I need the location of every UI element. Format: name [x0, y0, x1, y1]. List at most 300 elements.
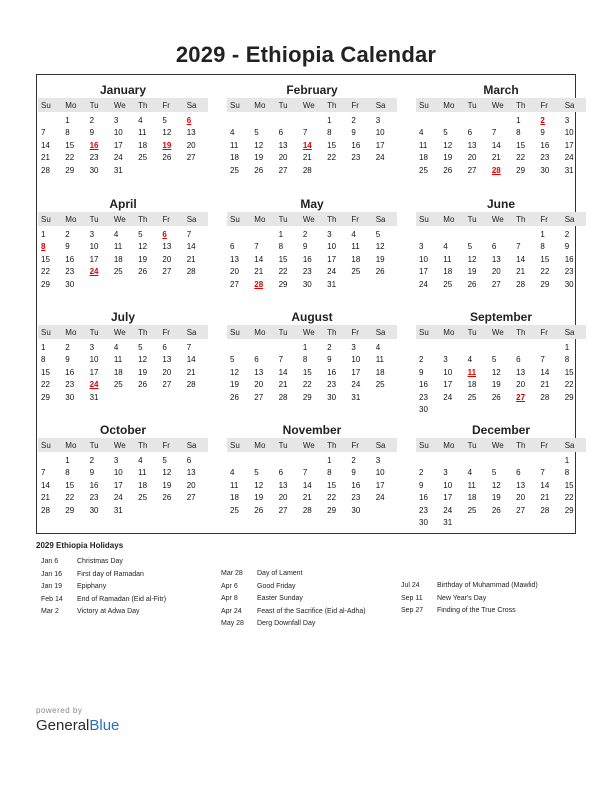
- day-cell: 21: [491, 153, 501, 163]
- day-cell: 30: [65, 279, 75, 289]
- day-cell: 24: [351, 380, 361, 390]
- day-cell: 15: [41, 254, 50, 264]
- day-cell: 5: [162, 115, 167, 125]
- weekday-label: Mo: [65, 100, 77, 110]
- day-cell: 19: [254, 493, 264, 503]
- day-cell: 4: [443, 242, 448, 252]
- day-cell: 23: [351, 153, 361, 163]
- day-grid: [416, 454, 586, 529]
- weekday-label: Su: [419, 327, 429, 337]
- weekday-header: [416, 325, 586, 339]
- day-cell: 14: [41, 480, 50, 490]
- brand-name-blue: Blue: [89, 717, 120, 734]
- day-cell: 26: [162, 153, 172, 163]
- day-cell: 8: [564, 355, 570, 365]
- day-cell: 16: [540, 140, 550, 150]
- weekday-label: Su: [41, 214, 51, 224]
- weekday-label: Mo: [443, 327, 455, 337]
- day-cell: 12: [230, 367, 239, 377]
- day-cell: 21: [540, 380, 550, 390]
- day-cell: 9: [419, 367, 424, 377]
- day-cell: 12: [491, 367, 501, 377]
- holiday-day-cell: 27: [516, 392, 526, 402]
- day-cell: 28: [540, 392, 550, 402]
- day-cell: 13: [186, 468, 196, 478]
- weekday-header: [38, 325, 208, 339]
- day-cell: 13: [278, 480, 288, 490]
- holiday-row: [401, 582, 576, 595]
- brand-logo[interactable]: [36, 717, 119, 734]
- day-cell: 3: [443, 355, 448, 365]
- month-name: September: [469, 310, 533, 324]
- holiday-row: [401, 607, 576, 620]
- day-cell: 26: [467, 279, 477, 289]
- day-cell: 7: [41, 468, 46, 478]
- day-cell: 8: [65, 128, 70, 138]
- day-cell: 30: [564, 279, 574, 289]
- day-cell: 21: [186, 367, 196, 377]
- weekday-label: Su: [419, 100, 429, 110]
- day-cell: 18: [230, 493, 239, 503]
- month-name: August: [291, 310, 333, 324]
- day-cell: 13: [491, 254, 501, 264]
- day-cell: 11: [467, 480, 476, 490]
- day-cell: 11: [230, 140, 239, 150]
- holiday-day-cell: 6: [162, 229, 167, 239]
- day-cell: 4: [375, 342, 381, 352]
- day-cell: 6: [516, 355, 521, 365]
- day-cell: 3: [351, 342, 356, 352]
- day-cell: 2: [419, 355, 424, 365]
- day-cell: 7: [186, 342, 192, 352]
- day-cell: 17: [327, 254, 337, 264]
- day-cell: 14: [540, 480, 550, 490]
- weekday-header: [227, 325, 397, 339]
- holiday-date: Jan 16: [41, 570, 63, 578]
- day-cell: 20: [254, 380, 264, 390]
- day-cell: 19: [375, 254, 385, 264]
- weekday-label: Mo: [65, 327, 77, 337]
- day-cell: 1: [327, 455, 332, 465]
- day-cell: 24: [443, 505, 453, 515]
- day-cell: 9: [302, 242, 308, 252]
- day-cell: 30: [302, 279, 312, 289]
- day-cell: 1: [41, 229, 46, 239]
- day-cell: 22: [564, 380, 574, 390]
- day-cell: 18: [467, 380, 477, 390]
- day-cell: 15: [564, 480, 574, 490]
- weekday-label: Mo: [254, 327, 266, 337]
- day-cell: 19: [443, 153, 453, 163]
- day-cell: 21: [302, 493, 312, 503]
- day-cell: 26: [491, 505, 501, 515]
- day-cell: 26: [254, 165, 264, 175]
- day-cell: 31: [89, 392, 99, 402]
- day-cell: 22: [327, 153, 337, 163]
- day-cell: 12: [254, 480, 264, 490]
- day-cell: 30: [327, 392, 337, 402]
- day-cell: 16: [327, 367, 337, 377]
- weekday-label: Su: [230, 440, 240, 450]
- day-cell: 10: [113, 128, 123, 138]
- day-cell: 21: [278, 380, 288, 390]
- day-cell: 3: [89, 229, 95, 239]
- day-cell: 20: [186, 140, 196, 150]
- day-cell: 10: [419, 254, 428, 264]
- day-cell: 27: [162, 380, 172, 390]
- day-cell: 15: [278, 254, 288, 264]
- day-cell: 11: [230, 480, 239, 490]
- weekday-label: Sa: [186, 100, 197, 110]
- weekday-label: We: [302, 327, 315, 337]
- day-cell: 20: [516, 380, 526, 390]
- day-cell: 29: [516, 165, 526, 175]
- day-cell: 22: [302, 380, 312, 390]
- day-grid: [38, 341, 208, 404]
- weekday-header: [416, 98, 586, 112]
- day-cell: 16: [564, 254, 574, 264]
- holiday-row: [221, 595, 396, 608]
- day-cell: 10: [113, 468, 123, 478]
- weekday-label: Th: [516, 100, 526, 110]
- day-cell: 29: [41, 392, 50, 402]
- day-cell: 7: [278, 355, 284, 365]
- holiday-row: [221, 570, 396, 583]
- holiday-day-cell: 11: [467, 367, 477, 377]
- weekday-label: Fr: [351, 327, 359, 337]
- day-cell: 6: [467, 128, 473, 138]
- day-cell: 2: [564, 229, 570, 239]
- day-cell: 11: [138, 468, 147, 478]
- month-july: [38, 309, 208, 404]
- day-cell: 28: [41, 505, 50, 515]
- day-cell: 15: [302, 367, 312, 377]
- month-april: [38, 196, 208, 291]
- holiday-date: Mar 2: [41, 608, 59, 615]
- day-cell: 25: [113, 267, 123, 277]
- day-cell: 26: [138, 380, 148, 390]
- weekday-label: Tu: [467, 440, 477, 450]
- day-cell: 17: [375, 140, 385, 150]
- day-cell: 8: [327, 128, 332, 138]
- day-cell: 9: [65, 242, 70, 252]
- day-cell: 2: [351, 455, 356, 465]
- day-cell: 21: [540, 493, 550, 503]
- day-cell: 2: [302, 229, 308, 239]
- day-cell: 19: [162, 480, 172, 490]
- day-cell: 18: [113, 254, 123, 264]
- day-cell: 29: [41, 279, 50, 289]
- day-cell: 1: [540, 229, 545, 239]
- day-cell: 31: [564, 165, 574, 175]
- day-cell: 20: [491, 267, 501, 277]
- holiday-day-cell: 28: [491, 165, 501, 175]
- holiday-day-cell: 24: [89, 267, 99, 277]
- weekday-label: Th: [516, 440, 526, 450]
- day-cell: 11: [443, 254, 452, 264]
- day-cell: 8: [327, 468, 332, 478]
- weekday-label: We: [113, 100, 126, 110]
- month-name: November: [282, 423, 342, 437]
- day-cell: 9: [351, 128, 356, 138]
- day-cell: 10: [89, 242, 99, 252]
- month-name: May: [300, 197, 324, 211]
- weekday-label: Fr: [351, 214, 359, 224]
- weekday-label: Tu: [89, 100, 99, 110]
- weekday-label: Tu: [278, 100, 288, 110]
- day-cell: 27: [162, 267, 172, 277]
- weekday-label: We: [302, 100, 315, 110]
- day-cell: 21: [41, 153, 50, 163]
- day-cell: 16: [65, 367, 75, 377]
- day-cell: 18: [230, 153, 239, 163]
- day-cell: 9: [419, 480, 424, 490]
- day-cell: 23: [419, 392, 428, 402]
- day-cell: 13: [254, 367, 264, 377]
- day-cell: 23: [540, 153, 550, 163]
- day-cell: 31: [113, 505, 123, 515]
- day-cell: 3: [327, 229, 332, 239]
- day-cell: 20: [162, 367, 172, 377]
- day-cell: 10: [89, 355, 99, 365]
- day-cell: 27: [278, 505, 288, 515]
- weekday-label: Th: [516, 214, 526, 224]
- day-cell: 12: [467, 254, 477, 264]
- day-cell: 9: [540, 128, 545, 138]
- day-cell: 24: [113, 153, 123, 163]
- day-cell: 10: [564, 128, 574, 138]
- weekday-header: [227, 438, 397, 452]
- holiday-date: Feb 14: [41, 595, 63, 603]
- weekday-label: Mo: [443, 214, 455, 224]
- holiday-row: [221, 620, 396, 633]
- day-cell: 2: [327, 342, 332, 352]
- weekday-label: Fr: [162, 327, 170, 337]
- day-cell: 6: [516, 468, 521, 478]
- day-cell: 22: [516, 153, 526, 163]
- holiday-date: Jul 24: [401, 582, 420, 589]
- day-cell: 15: [65, 480, 75, 490]
- day-cell: 25: [230, 165, 239, 175]
- holiday-day-cell: 8: [41, 242, 46, 252]
- month-may: [227, 196, 397, 291]
- day-cell: 6: [491, 242, 497, 252]
- day-cell: 12: [138, 355, 148, 365]
- day-cell: 25: [230, 505, 239, 515]
- day-cell: 1: [278, 229, 284, 239]
- day-cell: 5: [138, 342, 143, 352]
- weekday-label: Mo: [65, 214, 77, 224]
- weekday-label: Sa: [375, 327, 386, 337]
- day-cell: 3: [443, 468, 448, 478]
- day-cell: 27: [278, 165, 288, 175]
- day-cell: 18: [113, 367, 123, 377]
- month-name: October: [99, 423, 146, 437]
- holiday-day-cell: 16: [89, 140, 99, 150]
- day-cell: 30: [419, 518, 428, 528]
- day-cell: 20: [467, 153, 477, 163]
- weekday-label: Th: [327, 327, 337, 337]
- day-cell: 15: [327, 480, 337, 490]
- day-grid: [416, 114, 586, 177]
- day-cell: 20: [516, 493, 526, 503]
- day-cell: 11: [138, 128, 147, 138]
- weekday-label: Su: [230, 100, 240, 110]
- day-cell: 4: [230, 468, 235, 478]
- day-grid: [38, 114, 208, 177]
- day-cell: 14: [254, 254, 264, 264]
- day-cell: 29: [65, 165, 75, 175]
- day-cell: 8: [540, 242, 545, 252]
- day-cell: 17: [89, 367, 99, 377]
- day-cell: 11: [351, 242, 360, 252]
- holiday-date: Apr 24: [221, 607, 242, 615]
- month-october: [38, 422, 208, 517]
- day-cell: 10: [375, 468, 385, 478]
- day-cell: 10: [443, 480, 453, 490]
- day-cell: 24: [375, 493, 385, 503]
- day-cell: 8: [564, 468, 570, 478]
- day-cell: 13: [278, 140, 288, 150]
- holiday-day-cell: 2: [540, 115, 545, 125]
- day-cell: 31: [351, 392, 361, 402]
- day-cell: 16: [89, 480, 99, 490]
- day-cell: 17: [375, 480, 385, 490]
- weekday-label: Sa: [564, 100, 575, 110]
- day-cell: 25: [138, 493, 148, 503]
- weekday-label: Mo: [443, 440, 455, 450]
- day-cell: 28: [41, 165, 50, 175]
- day-cell: 17: [89, 254, 99, 264]
- day-cell: 26: [230, 392, 239, 402]
- day-cell: 22: [41, 267, 50, 277]
- weekday-label: Fr: [162, 214, 170, 224]
- month-name: March: [483, 83, 519, 97]
- day-cell: 25: [351, 267, 361, 277]
- day-cell: 21: [254, 267, 264, 277]
- holiday-date: Apr 8: [221, 595, 238, 602]
- weekday-label: Su: [419, 214, 429, 224]
- day-cell: 5: [162, 455, 167, 465]
- weekday-label: Mo: [254, 100, 266, 110]
- day-cell: 22: [65, 153, 75, 163]
- day-cell: 27: [467, 165, 477, 175]
- day-cell: 1: [564, 455, 570, 465]
- weekday-label: Sa: [564, 440, 575, 450]
- weekday-label: Fr: [162, 440, 170, 450]
- weekday-label: Su: [41, 440, 51, 450]
- month-september: [416, 309, 586, 416]
- holiday-name: Finding of the True Cross: [437, 607, 516, 614]
- day-cell: 17: [443, 380, 453, 390]
- day-cell: 16: [302, 254, 312, 264]
- day-cell: 5: [375, 229, 381, 239]
- day-cell: 14: [278, 367, 288, 377]
- day-cell: 12: [443, 140, 453, 150]
- day-cell: 16: [351, 140, 361, 150]
- day-cell: 23: [351, 493, 361, 503]
- day-grid: [416, 341, 586, 416]
- day-cell: 31: [327, 279, 337, 289]
- day-cell: 4: [138, 115, 143, 125]
- weekday-label: Su: [41, 327, 51, 337]
- day-cell: 24: [419, 279, 428, 289]
- day-grid: [416, 228, 586, 291]
- weekday-label: Sa: [564, 327, 575, 337]
- holiday-row: [41, 558, 211, 571]
- day-cell: 21: [516, 267, 526, 277]
- day-cell: 11: [419, 140, 428, 150]
- day-cell: 30: [351, 505, 361, 515]
- holiday-name: Good Friday: [257, 582, 296, 590]
- day-cell: 12: [254, 140, 264, 150]
- holiday-name: New Year's Day: [437, 594, 487, 602]
- day-cell: 11: [113, 355, 123, 365]
- day-cell: 7: [491, 128, 497, 138]
- day-cell: 18: [138, 140, 148, 150]
- day-cell: 9: [89, 468, 95, 478]
- weekday-label: Fr: [162, 100, 170, 110]
- day-grid: [38, 454, 208, 517]
- holiday-name: Epiphany: [77, 583, 107, 590]
- day-cell: 11: [375, 355, 385, 365]
- day-cell: 4: [419, 128, 424, 138]
- day-cell: 17: [443, 493, 453, 503]
- day-cell: 14: [302, 480, 312, 490]
- powered-by-label: powered by: [36, 706, 83, 715]
- day-cell: 13: [516, 367, 526, 377]
- holiday-date: Sep 11: [401, 594, 423, 602]
- holiday-name: First day of Ramadan: [77, 570, 144, 578]
- day-cell: 22: [65, 493, 75, 503]
- day-cell: 9: [351, 468, 356, 478]
- day-cell: 10: [327, 242, 337, 252]
- holiday-row: [41, 608, 211, 621]
- day-cell: 17: [113, 480, 123, 490]
- day-cell: 1: [564, 342, 570, 352]
- holidays-title: 2029 Ethiopia Holidays: [36, 541, 124, 550]
- day-cell: 19: [491, 493, 501, 503]
- day-cell: 7: [302, 468, 308, 478]
- day-cell: 19: [138, 254, 148, 264]
- day-cell: 16: [65, 254, 75, 264]
- holiday-name: Christmas Day: [77, 558, 123, 565]
- weekday-label: We: [491, 327, 504, 337]
- day-cell: 4: [113, 229, 119, 239]
- day-cell: 7: [186, 229, 192, 239]
- holiday-name: End of Ramadan (Eid al-Fitr): [77, 595, 167, 603]
- day-cell: 13: [162, 242, 172, 252]
- holiday-row: [221, 608, 396, 621]
- weekday-label: We: [113, 440, 126, 450]
- day-cell: 14: [186, 355, 196, 365]
- day-cell: 5: [491, 355, 497, 365]
- weekday-label: Tu: [89, 214, 99, 224]
- day-cell: 7: [540, 355, 545, 365]
- holiday-day-cell: 14: [302, 140, 312, 150]
- day-cell: 20: [278, 493, 288, 503]
- day-cell: 25: [467, 505, 477, 515]
- day-cell: 1: [327, 115, 332, 125]
- day-cell: 14: [540, 367, 550, 377]
- weekday-label: Sa: [564, 214, 575, 224]
- day-cell: 23: [65, 380, 75, 390]
- day-cell: 16: [419, 380, 428, 390]
- weekday-label: Tu: [467, 214, 477, 224]
- weekday-label: Tu: [278, 214, 288, 224]
- weekday-label: We: [302, 440, 315, 450]
- weekday-label: Tu: [278, 440, 288, 450]
